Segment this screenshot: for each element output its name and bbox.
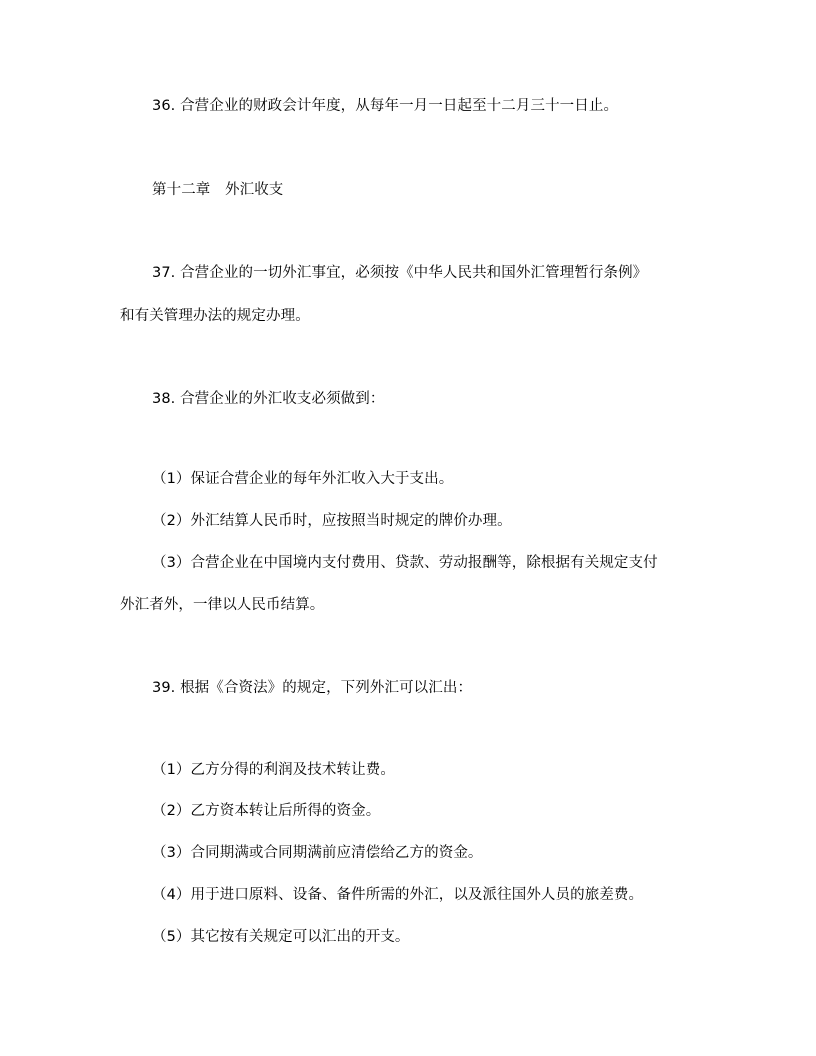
article-39-item-1: （1）乙方分得的利润及技术转让费。 (152, 762, 395, 778)
article-38-item-3-continued: 外汇者外，一律以人民币结算。 (120, 597, 325, 613)
article-39-item-3: （3）合同期满或合同期满前应清偿给乙方的资金。 (152, 845, 483, 861)
article-38-item-1: （1）保证合营企业的每年外汇收入大于支出。 (152, 471, 454, 487)
article-39-item-4: （4）用于进口原料、设备、备件所需的外汇，以及派往国外人员的旅差费。 (152, 887, 644, 903)
article-37: 37. 合营企业的一切外汇事宜，必须按《中华人民共和国外汇管理暂行条例》 (152, 265, 648, 281)
article-39-item-2: （2）乙方资本转让后所得的资金。 (152, 803, 381, 819)
chapter-12-heading: 第十二章 外汇收支 (152, 182, 284, 198)
article-37-continued: 和有关管理办法的规定办理。 (120, 308, 310, 324)
article-39-item-5: （5）其它按有关规定可以汇出的开支。 (152, 929, 410, 945)
article-36: 36. 合营企业的财政会计年度，从每年一月一日起至十二月三十一日止。 (152, 98, 619, 114)
article-38: 38. 合营企业的外汇收支必须做到： (152, 391, 385, 407)
article-39: 39. 根据《合资法》的规定，下列外汇可以汇出： (152, 680, 473, 696)
article-38-item-2: （2）外汇结算人民币时，应按照当时规定的牌价办理。 (152, 513, 512, 529)
article-38-item-3: （3）合营企业在中国境内支付费用、贷款、劳动报酬等，除根据有关规定支付 (152, 555, 658, 571)
